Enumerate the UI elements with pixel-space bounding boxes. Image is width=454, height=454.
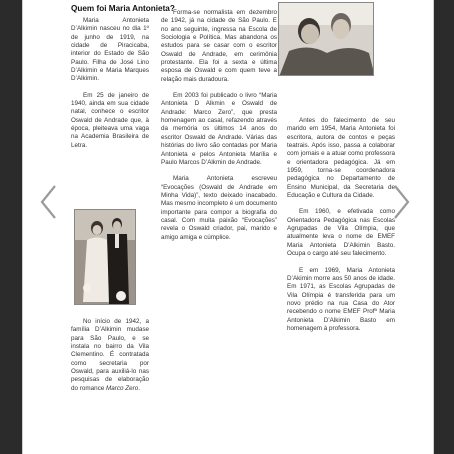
family-photo: [278, 2, 374, 76]
viewer-right-margin: [434, 0, 454, 454]
paragraph: Em 1960, e efetivada como Orientadora Pedagógica nas Escolas Agrupadas de Vila Olímpia, que atualmente leva o nome de EMEF Maria Antonieta D’Alkimin Basto. Ocupa o cargo até seu falecimento.: [287, 208, 395, 258]
wedding-photo: [74, 209, 136, 305]
viewer-left-margin: [0, 0, 22, 454]
article-title: Quem foi Maria Antonieta?: [71, 4, 175, 13]
paragraph: Maria Antonieta escreveu “Evocações (Oswald de Andrade em Minha Vida)”, texto deixado inacabado. Mas mesmo incompleto é um documento importante para compor a biografia do casal. Com muita paixão “Evocações” revela o Oswald criador, pai, marido e amigo amiga e cúmplice.: [161, 175, 277, 241]
paragraph: Em 25 de janeiro de 1940, ainda em sua cidade natal, conhece o escritor Oswald de Andrade que, à época, pleiteava uma vaga na Academia Brasileira de Letra.: [71, 91, 149, 149]
page-right-edge: [433, 0, 434, 454]
text-column-1-lower: [71, 318, 149, 401]
text-column-3: [287, 117, 395, 341]
paragraph: Forma-se normalista em dezembro de 1942, já na cidade de São Paulo. E no ano seguinte, ingressa na Escola de Sociologia e Política. Mas abandona os estudos para se casar com o escritor Oswald de Andrade, em cerimônia protestante. Ela foi a sexta e última esposa de Oswald e com quem teve a relação mais duradoura.: [161, 9, 277, 83]
document-page: [23, 0, 433, 454]
paragraph: No início de 1942, a família D’Alkimin mudase para São Paulo, e se instala no bairro da Vila Clementino. É contratada como secretaria por Oswald, para auxiliá-lo nas pesquisas de elaboração do romance Marco Zero.: [71, 318, 149, 392]
paragraph: Em 2003 foi publicado o livro “Maria Antonieta D Alkmin e Oswald de Andrade: Marco Zero”, que presta homenagem ao casal, refazendo através da memória os últimos 14 anos do escritor Oswald de Andrade. Várias das histórias do livro são contadas por Maria Antonieta e pelos Antonieta Marília e Paulo Marcos D’Alkmin de Andrade.: [161, 92, 277, 166]
text-column-2: [161, 9, 277, 250]
paragraph: E em 1969, Maria Antonieta D’Akimin morre aos 50 anos de idade. Em 1971, as Escolas Agrupadas de Vila Olímpia é transferida para um novo prédio na rua Casa do Ator recebendo o nome EMEF Profª Maria Antonieta D’Alkimin Basto em homenagem à professora.: [287, 266, 395, 332]
chevron-left-icon[interactable]: [38, 184, 60, 220]
paragraph: Maria Antonieta D’Alkimin nasceu no dia 1º de junho de 1919, na cidade de Piracicaba, interior do Estado de São Paulo. Filha de José Lino D’Alkimin e Maria Marques D’Alkimin.: [71, 17, 149, 83]
text-column-1: [71, 17, 149, 158]
chevron-right-icon[interactable]: [390, 184, 412, 220]
paragraph: Antes do falecimento de seu marido em 1954, Maria Antonieta foi escritora, autora de contos e peças teatrais. Após isso, passa a colaborar com jornais e a atuar como professora e orientadora pedagógica. Já em 1959, torna-se coordenadora pedagógica no Departamento de Ensino Municipal, da Secretaria de Educação e Cultura da Cidade.: [287, 117, 395, 200]
